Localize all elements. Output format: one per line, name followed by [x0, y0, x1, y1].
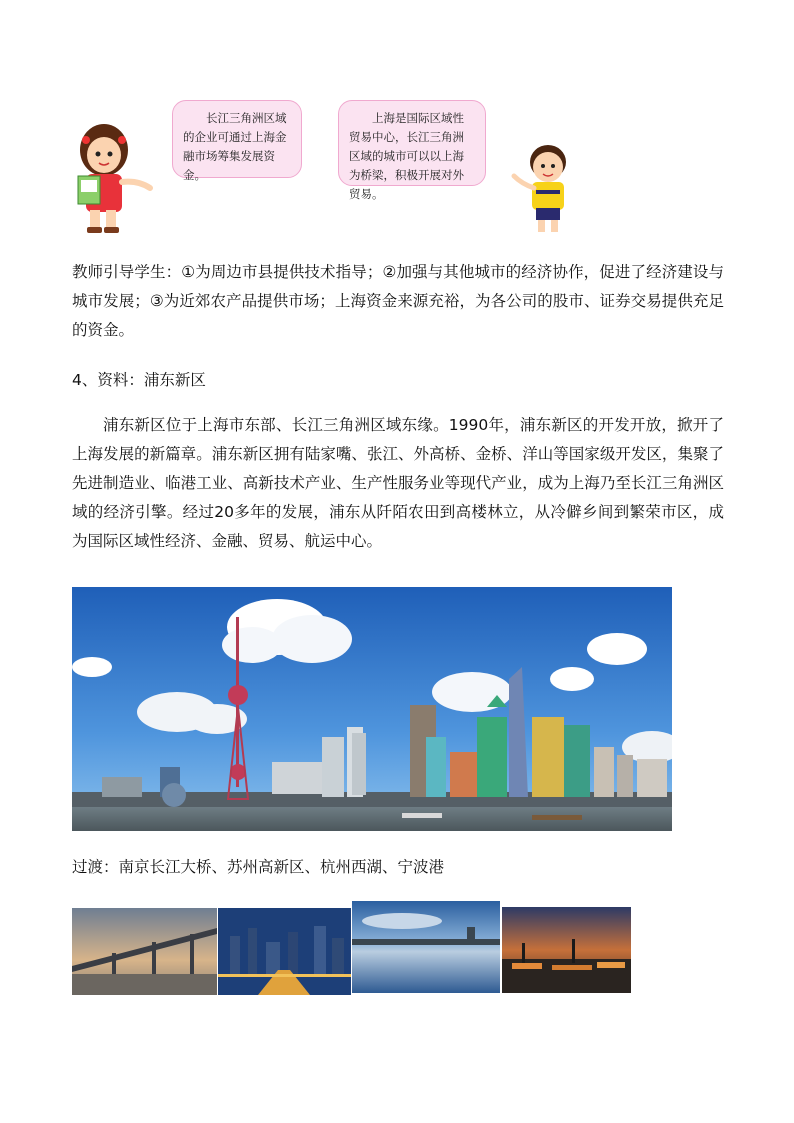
boy-cartoon: [508, 140, 580, 235]
pudong-skyline-photo: [72, 587, 672, 831]
transition-text: 过渡：南京长江大桥、苏州高新区、杭州西湖、宁波港: [72, 858, 445, 876]
girl-cartoon: [72, 110, 162, 235]
teacher-guide-paragraph: 教师引导学生：①为周边市县提供技术指导；②加强与其他城市的经济协作，促进了经济建设与城市发展；③为近郊农产品提供市场；上海资金来源充裕，为各公司的股市、证券交易提供充足的资金。: [72, 263, 724, 339]
suzhou-hightech-photo: [218, 908, 351, 995]
pudong-paragraph: 浦东新区位于上海市东部、长江三角洲区域东缘。1990年，浦东新区的开发开放，掀开了上海发展的新篇章。浦东新区拥有陆家嘴、张江、外高桥、金桥、洋山等国家级开发区，集聚了先进制造业、临港工业、高新技术产业、生产性服务业等现代产业，成为上海乃至长江三角洲区域的经济引擎。经过20多年的发展，浦东从阡陌农田到高楼林立，从冷僻乡间到繁荣市区，成为国际区域性经济、金融、贸易、航运中心。: [72, 416, 724, 550]
girl-speech-bubble: [172, 100, 302, 182]
boy-speech-text: 上海是国际区域性贸易中心，长江三角洲区域的城市可以以上海为桥梁，积极开展对外贸易。: [349, 111, 464, 201]
nanjing-bridge-photo: [72, 908, 217, 995]
girl-speech-text: 长江三角洲区域的企业可通过上海金融市场筹集发展资金。: [183, 111, 287, 182]
hangzhou-westlake-photo: [352, 901, 500, 993]
boy-speech-bubble: [338, 100, 486, 201]
section-4-heading: 4、资料：浦东新区: [72, 371, 206, 389]
ningbo-port-photo: [502, 907, 631, 993]
